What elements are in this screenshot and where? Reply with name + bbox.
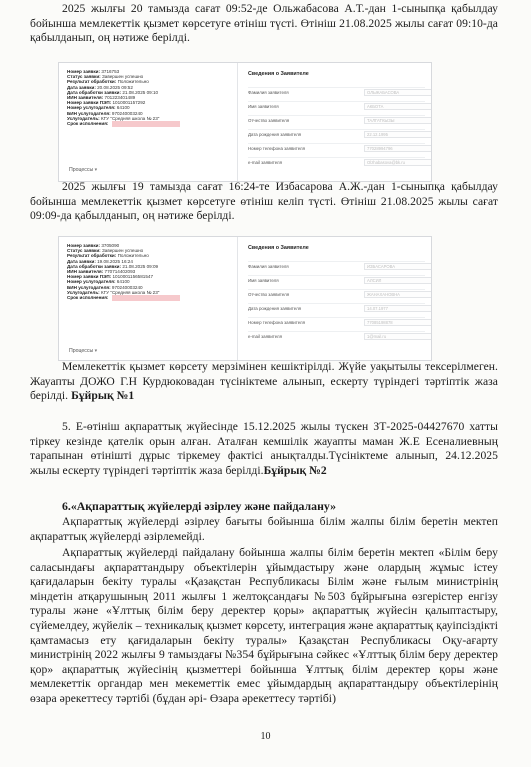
field-key: Номер заявки:: [67, 69, 101, 74]
applicant-details: [237, 237, 431, 360]
field-key: Статус заявки:: [67, 248, 101, 254]
applicant-field-value: Olzhabasova@bk.ru: [364, 159, 432, 166]
field-key: Срок исполнения:: [67, 121, 109, 127]
paragraph-registration-error: [30, 420, 498, 478]
field-value: 3716753: [101, 69, 120, 74]
applicant-field-value: 77085198878: [364, 319, 432, 326]
application-field: [67, 295, 217, 301]
field-key: Срок исполнения:: [67, 295, 109, 301]
applicant-field-label: Номер телефона заявителя: [248, 146, 305, 151]
field-value: 701223401489: [104, 95, 136, 101]
paragraph-development: Ақпараттық жүйелерді әзірлеу бағыты бойынша білім жалпы білім беретін мектеп ақпараттық жүйелерді әзірлемейді.: [30, 515, 498, 543]
applicant-field-label: Номер телефона заявителя: [248, 320, 305, 325]
order-number-1: Бұйрық №1: [71, 389, 135, 403]
applicant-field-value: ИЗБАСАРОВА: [364, 263, 432, 270]
field-key: Номер услугодателя:: [67, 105, 116, 111]
applicant-row: [248, 101, 425, 112]
applicant-field-value: 22.12.1995: [364, 131, 432, 138]
applicant-field-value: АКБОТА: [364, 103, 432, 110]
field-value: Завершен успешно: [101, 248, 144, 254]
field-value: КГУ "Средняя школа № 23": [100, 115, 160, 121]
field-key: Услугодатель:: [67, 289, 100, 295]
chevron-down-icon: ▾: [94, 167, 98, 173]
applicant-row: [248, 289, 425, 300]
page-number: 10: [260, 731, 271, 742]
field-key: Номер заявки ПЭП:: [67, 274, 112, 280]
field-value: 64100: [116, 105, 130, 111]
deadline-highlight: [112, 121, 180, 127]
field-value: 970240003240: [111, 110, 143, 116]
field-key: Результат обработки:: [67, 79, 117, 85]
applicant-row: [248, 129, 425, 140]
field-key: Дата заявки:: [67, 258, 96, 264]
processes-label: [69, 348, 97, 354]
field-key: Дата обработки заявки:: [67, 263, 122, 269]
applicant-row: [248, 303, 425, 314]
paragraph-usage: Ақпараттық жүйелерді пайдалану бойынша жалпы білім беретін мектеп «Білім беру саласындағы ақпараттандыру объектілерін ұйымдастыру және олардың жұмыс істеу қағидаларын бекіту туралы «Қазақстан Республикасы Білім және ғылым министрінің міндетін атқарушының 2011 жылғы 1 желтоқсандағы №503 бұйрығына өзгерiстер енгізу туралы және «Ұлттық білім беру деректер қоры» ақпараттық жүйесін қалыптастыру, сүйемелдеу, жүйелік – техникалық қызмет көрсету, интеграция және ақпараттық қауіпсіздікті қамтамасыз ету қағидаларын бекіту туралы» Қазақстан Республикасы Оқу-ағарту министрінің 2022 жылғы 9 тамыздағы №354 бұйрығына сәйкес «Ұлттық білім беру деректер қор» ақпараттық жүйесінің қызметтері бойынша Ұлттық білім деректер қоры және мемлекеттік органдар мен мекеметтік емес ұйымдардың ақпараттандыру объектілерінің өзара әрекеттесу тәртібі (бұдан әрі- Өзара әрекеттесу тәртібі): [30, 546, 498, 705]
field-value: 970240003240: [111, 284, 143, 290]
applicant-field-value: 14.07.1977: [364, 305, 432, 312]
field-key: БИН услугодателя:: [67, 110, 111, 116]
field-key: Результат обработки:: [67, 253, 117, 259]
applicant-field-label: Отчество заявителя: [248, 292, 290, 297]
field-key: Дата заявки:: [67, 84, 96, 90]
field-value: 1010001156581547: [112, 274, 154, 280]
applicant-field-label: Имя заявителя: [248, 278, 279, 283]
field-value: 64100: [116, 279, 130, 285]
processes-label: [69, 167, 97, 173]
paragraph-olzhabasova: 2025 жылғы 20 тамызда сағат 09:52-де Ольжабасова А.Т.-дан 1-сыныпқа қабылдау бойынша мемлекеттік қызмет көрсетуге өтініш түсті. Өтініш 21.08.2025 жылы сағат 09:10-да қабылданып, оң нәтиже берілді.: [30, 2, 498, 45]
applicant-field-label: Фамилия заявителя: [248, 90, 289, 95]
applicant-section-title: Сведения о Заявителе: [248, 71, 309, 77]
applicant-field-label: e-mail заявителя: [248, 334, 282, 339]
applicant-details: [237, 63, 431, 181]
applicant-field-value: ТАЛГАТКЫЗЫ: [364, 117, 432, 124]
field-value: 3705090: [101, 243, 120, 248]
processes-text: Процессы: [69, 167, 94, 173]
field-value: Положительно: [117, 79, 149, 85]
field-key: Дата обработки заявки:: [67, 89, 122, 95]
application-screenshot-2: [58, 236, 432, 361]
field-key: Номер заявки ПЭП:: [67, 100, 112, 106]
paragraph-izbasarova: 2025 жылғы 19 тамызда сағат 16:24-те Избасарова А.Ж.-дан 1-сыныпқа қабылдау бойынша мемлекеттік қызмет көрсетуге өтініш келіп түсті. Өтініш 21.08.2025 жылы сағат 09:09-да қабылданып, оң нәтиже берілді.: [30, 180, 498, 223]
field-value: 19.08.2025 16:24: [97, 258, 133, 264]
field-value: Положительно: [117, 253, 149, 259]
field-key: БИН услугодателя:: [67, 284, 111, 290]
applicant-field-label: Имя заявителя: [248, 104, 279, 109]
field-value: 20.08.2025 09:52: [97, 84, 133, 90]
field-value: 21.08.2025 09:10: [122, 89, 159, 95]
applicant-row: [248, 157, 425, 168]
paragraph-delay-text: Мемлекеттік қызмет көрсету мерзімінен кешіктірілді. Жүйе уақытылы тексерілмеген. Жауапты ДОЖО Г.Н Курдюковадан түсініктеме алынып, ескерту түріндегі тәртіптік жаза берілді.: [30, 360, 498, 403]
field-value: КГУ "Средняя школа № 23": [100, 289, 160, 295]
applicant-field-label: e-mail заявителя: [248, 160, 282, 165]
applicant-field-value: ОЛЬЖАБАСОВА: [364, 89, 432, 96]
field-key: Статус заявки:: [67, 74, 101, 80]
application-screenshot-1: [58, 62, 432, 182]
field-value: Завершен успешно: [101, 74, 144, 80]
applicant-row: [248, 87, 425, 98]
applicant-field-value: 1@mail.ru: [364, 333, 432, 340]
applicant-field-value: АЛСИЛ: [364, 277, 432, 284]
deadline-highlight: [112, 295, 180, 301]
field-key: Номер услугодателя:: [67, 279, 116, 285]
field-value: 1010001157292: [112, 100, 146, 106]
applicant-field-label: Отчество заявителя: [248, 118, 290, 123]
applicant-row: [248, 331, 425, 342]
applicant-field-label: Дата рождения заявителя: [248, 306, 302, 311]
application-details: [59, 237, 217, 360]
application-field: [67, 121, 217, 127]
applicant-row: [248, 317, 425, 328]
applicant-field-value: ЖАНАХАНОВНА: [364, 291, 432, 298]
field-value: 770714402093: [104, 269, 136, 275]
processes-text: Процессы: [69, 348, 94, 354]
applicant-section-title: Сведения о Заявителе: [248, 245, 309, 251]
field-key: Номер заявки:: [67, 243, 101, 248]
paragraph-delay: [30, 360, 498, 404]
paragraph-registration-text: 5. Е-өтініш ақпараттық жүйесінде 15.12.2025 жылы түскен ЗТ-2025-04427670 хатты тіркеу кезінде қателік орын алған. Аталған кемшілік жауапты маман Ж.Е Есеналиевның тарапынан өтінішті дұрыс тіркемеу фактісі анықталды.Түсініктеме алынып, 24.12.2025 жылы ескерту түріндегі тәртіптік жаза берілді.: [30, 420, 498, 477]
application-details: [59, 63, 217, 181]
applicant-row: [248, 115, 425, 126]
applicant-field-label: Фамилия заявителя: [248, 264, 289, 269]
section-title: 6.«Ақпараттық жүйелерді әзірлеу және пайдалану»: [62, 499, 336, 513]
applicant-field-label: Дата рождения заявителя: [248, 132, 302, 137]
applicant-field-value: 77028994796: [364, 145, 432, 152]
field-key: Услугодатель:: [67, 115, 100, 121]
applicant-row: [248, 143, 425, 154]
applicant-row: [248, 275, 425, 286]
field-key: ИИН заявителя:: [67, 269, 104, 275]
chevron-down-icon: ▾: [94, 348, 98, 354]
order-number-2: Бұйрық №2: [263, 463, 327, 477]
field-key: ИИН заявителя:: [67, 95, 104, 101]
applicant-row: [248, 261, 425, 272]
field-value: 21.08.2025 09:09: [122, 263, 159, 269]
